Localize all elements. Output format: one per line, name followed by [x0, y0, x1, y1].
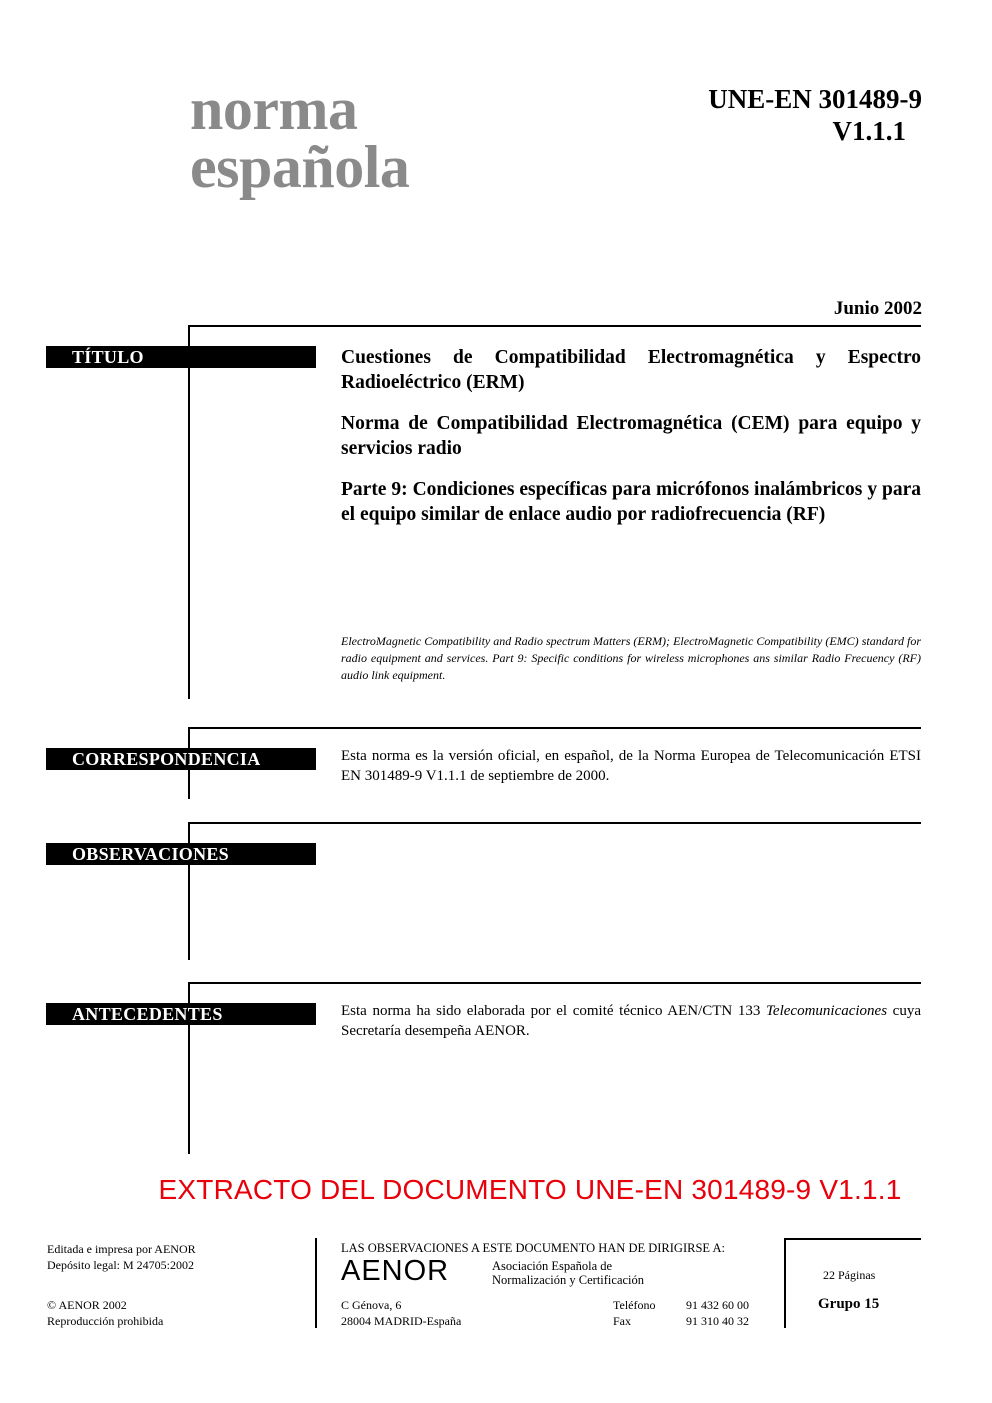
observaciones-label: OBSERVACIONES [46, 843, 316, 865]
copyright: © AENOR 2002 [47, 1298, 127, 1312]
phone-label: Teléfono [613, 1298, 656, 1312]
footer-box-top [784, 1238, 921, 1240]
committee-name: Telecomunicaciones [765, 1003, 888, 1019]
fax-number: 91 310 40 32 [686, 1314, 749, 1328]
address-city: 28004 MADRID-España [341, 1314, 462, 1328]
footer-divider-left [315, 1238, 317, 1328]
phone-number: 91 432 60 00 [686, 1298, 749, 1312]
aenor-association [492, 1259, 644, 1287]
fax-label: Fax [613, 1314, 631, 1328]
brand-line-2: española [190, 134, 410, 200]
observaciones-divider [188, 822, 921, 824]
extract-notice: EXTRACTO DEL DOCUMENTO UNE-EN 301489-9 V1.1.1 [158, 1174, 902, 1205]
association-line-2: Normalización y Certificación [492, 1273, 645, 1287]
brand-line-1: norma [190, 76, 358, 142]
edited-by: Editada e impresa por AENOR [47, 1242, 196, 1256]
price-group: Grupo 15 [818, 1296, 880, 1312]
antecedentes-divider [188, 982, 921, 984]
antecedentes-text [341, 1001, 921, 1041]
standard-code-number: UNE-EN 301489-9 [708, 84, 922, 114]
standard-code-version: V1.1.1 [832, 116, 906, 146]
footer-copyright-info [47, 1297, 163, 1329]
titulo-divider [188, 325, 921, 327]
aenor-logo: AENOR [341, 1255, 450, 1287]
footer-edition-info [47, 1241, 196, 1273]
association-line-1: Asociación Española de [492, 1259, 613, 1273]
titulo-vertical-rule [188, 325, 190, 699]
correspondencia-text: Esta norma es la versión oficial, en español, de la Norma Europea de Telecomunicación ETSI EN 301489-9 V1.1.1 de septiembre de 2000. [341, 748, 921, 784]
titulo-label: TÍTULO [46, 346, 316, 368]
contact-labels [613, 1297, 655, 1329]
title-paragraph-1: Cuestiones de Compatibilidad Electromagnética y Espectro Radioeléctrico (ERM) [341, 347, 921, 393]
observations-heading: LAS OBSERVACIONES A ESTE DOCUMENTO HAN DE DIRIGIRSE A: [341, 1241, 725, 1255]
correspondencia-divider [188, 727, 921, 729]
antecedentes-label: ANTECEDENTES [46, 1003, 316, 1025]
reproduction-notice: Reproducción prohibida [47, 1314, 164, 1328]
correspondencia-label: CORRESPONDENCIA [46, 748, 316, 770]
legal-deposit: Depósito legal: M 24705:2002 [47, 1258, 194, 1272]
title-paragraph-2: Norma de Compatibilidad Electromagnética (CEM) para equipo y servicios radio [341, 413, 921, 459]
publication-date: Junio 2002 [833, 298, 922, 319]
page-count: 22 Páginas [823, 1268, 876, 1282]
contact-numbers [686, 1297, 749, 1329]
standard-code [708, 83, 922, 147]
title-paragraph-3: Parte 9: Condiciones específicas para micrófonos inalámbricos y para el equipo similar de enlace audio por radiofrecuencia (RF) [341, 479, 921, 525]
english-title: ElectroMagnetic Compatibility and Radio spectrum Matters (ERM); ElectroMagnetic Compatibility (EMC) standard for radio equipment and services. Part 9: Specific conditions for wireless microphones ans similar Radio Frecuency (RF) audio link equipment. [341, 634, 921, 682]
antecedentes-text-start: Esta norma ha sido elaborada por el comité técnico AEN/CTN 133 [341, 1003, 766, 1019]
antecedentes-text-end: cuya Secretaría desempeña AENOR. [341, 1003, 921, 1039]
title-text [341, 345, 921, 543]
brand-title [190, 76, 410, 200]
address-street: C Génova, 6 [341, 1298, 402, 1312]
aenor-address [341, 1297, 461, 1329]
footer-box-left [784, 1238, 786, 1328]
